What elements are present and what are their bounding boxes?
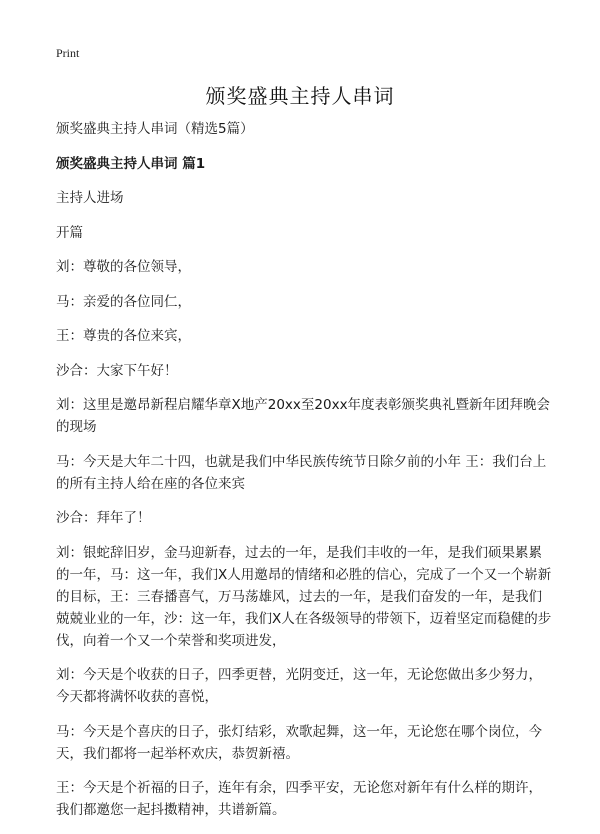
paragraph: 马：今天是个喜庆的日子，张灯结彩，欢歌起舞，这一年，无论您在哪个岗位，今天，我们都将一起举杯欢庆，恭贺新禧。	[56, 723, 542, 762]
paragraph: 王：尊贵的各位来宾，	[56, 328, 191, 344]
paragraph: 马：今天是大年二十四，也就是我们中华民族传统节日除夕前的小年 王：我们台上的所有主持人给在座的各位来宾	[56, 453, 547, 492]
paragraph: 主持人进场	[56, 190, 124, 206]
subtitle-paragraph: 颁奖盛典主持人串词（精选5篇）	[56, 121, 254, 137]
paragraph: 王：今天是个祈福的日子，连年有余，四季平安，无论您对新年有什么样的期许，我们都邀您一起抖擞精神，共谱新篇。	[56, 780, 542, 818]
paragraph: 刘：银蛇辞旧岁，金马迎新春，过去的一年，是我们丰收的一年，是我们硕果累累的一年，马：这一年，我们X人用邀昂的情绪和必胜的信心，完成了一个又一个崭新的目标，王：三春播喜气，万马荡雄风，过去的一年，是我们奋发的一年，是我们兢兢业业的一年，沙：这一年，我们X人在各级领导的带领下，迈着坚定而稳健的步伐，向着一个又一个荣誉和奖项进发，	[56, 544, 552, 649]
paragraph: 马：亲爱的各位同仁，	[56, 293, 191, 310]
document-body	[56, 118, 552, 834]
document-title: 颁奖盛典主持人串词	[205, 84, 395, 108]
paragraph: 刘：尊敬的各位领导，	[56, 259, 191, 275]
print-label[interactable]: Print	[56, 46, 80, 60]
section-heading: 颁奖盛典主持人串词 篇1	[56, 155, 206, 172]
paragraph: 沙合：拜年了！	[56, 510, 151, 526]
paragraph: 刘：这里是邀昂新程启耀华章X地产20xx至20xx年度表彰颁奖典礼暨新年团拜晚会的现场	[56, 397, 551, 435]
paragraph: 沙合：大家下午好！	[56, 362, 178, 379]
paragraph: 开篇	[56, 224, 83, 241]
paragraph: 刘：今天是个收获的日子，四季更替，光阴变迁，这一年，无论您做出多少努力，今天都将满怀收获的喜悦，	[56, 667, 542, 705]
